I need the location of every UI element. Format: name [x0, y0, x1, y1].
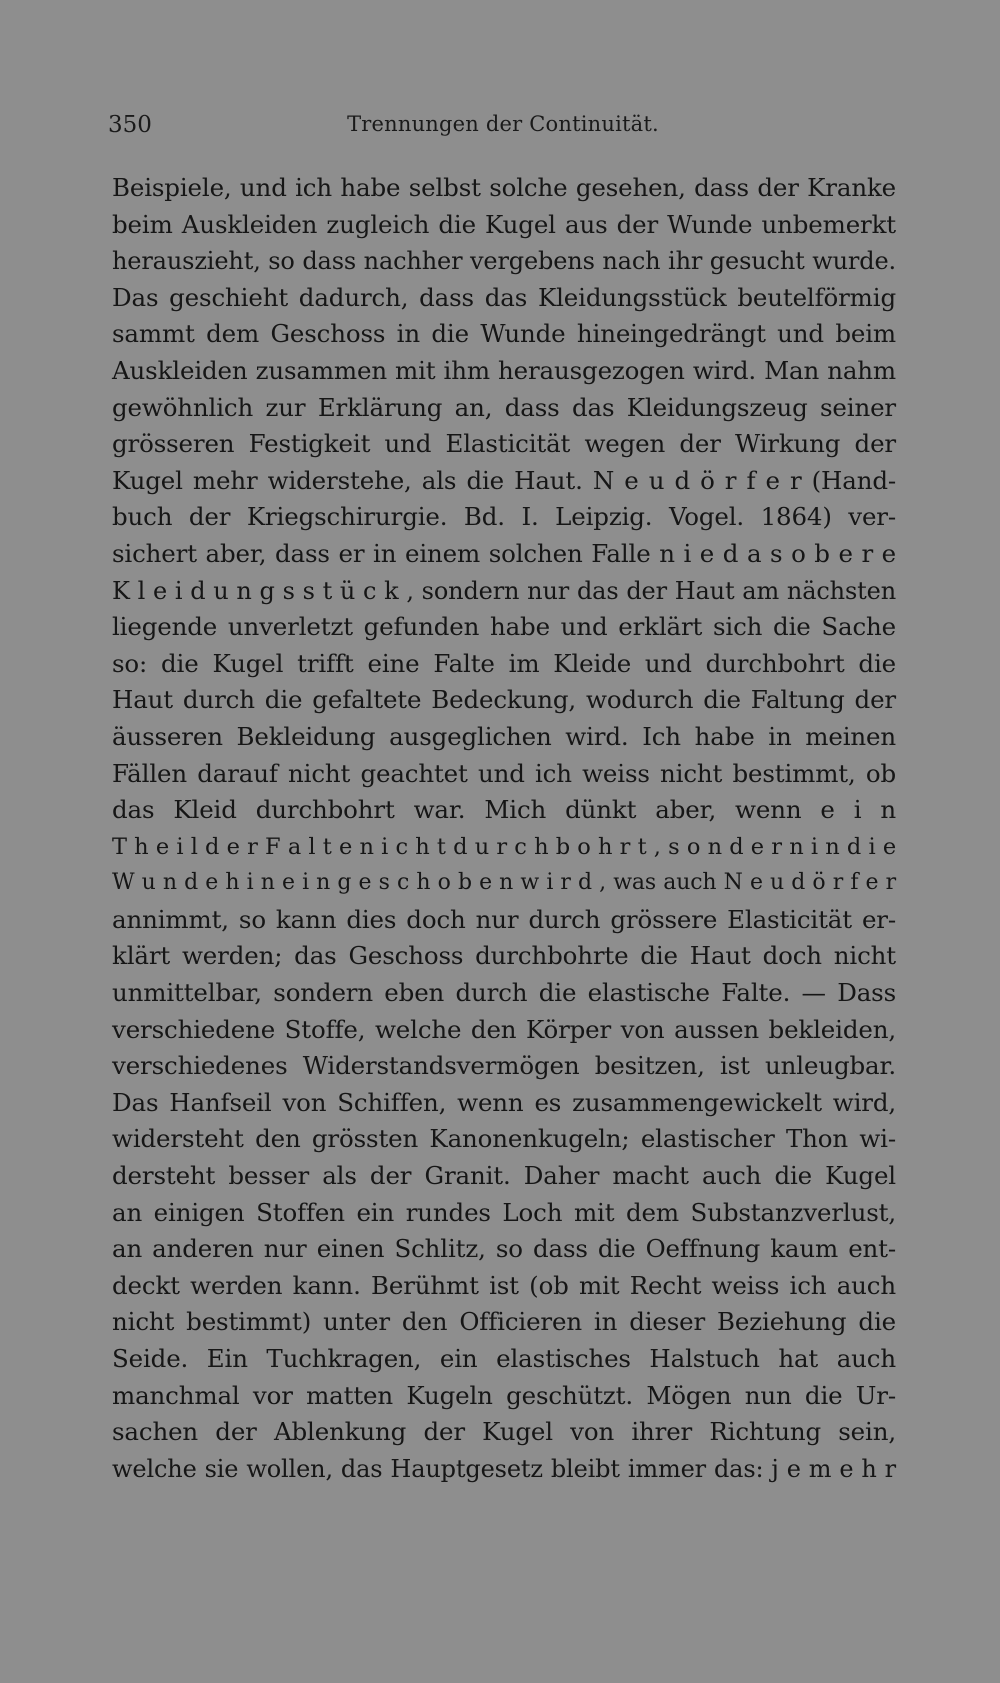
text-line: widersteht den grössten Kanonenkugeln; elastischer Thon wi-: [112, 1124, 896, 1154]
text-line: Das Hanfseil von Schiffen, wenn es zusammengewickelt wird,: [112, 1087, 896, 1117]
text-line: manchmal vor matten Kugeln geschützt. Mögen nun die Ur-: [112, 1380, 896, 1410]
text-line: Seide. Ein Tuchkragen, ein elastisches Halstuch hat auch: [112, 1344, 896, 1373]
running-header: [108, 112, 898, 142]
text-line: Das geschieht dadurch, dass das Kleidungsstück beutelförmig: [112, 282, 896, 312]
text-line: gewöhnlich zur Erklärung an, dass das Kleidungszeug seiner: [112, 392, 896, 422]
text-line: Auskleiden zusammen mit ihm herausgezogen wird. Man nahm: [112, 355, 896, 385]
text-line: liegende unverletzt gefunden habe und erklärt sich die Sache: [112, 612, 896, 642]
text-line: dersteht besser als der Granit. Daher macht auch die Kugel: [112, 1161, 896, 1191]
text-line: sachen der Ablenkung der Kugel von ihrer Richtung sein,: [112, 1417, 896, 1447]
text-line: äusseren Bekleidung ausgeglichen wird. Ich habe in meinen: [112, 721, 896, 751]
text-line: an anderen nur einen Schlitz, so dass die Oeffnung kaum ent-: [112, 1234, 896, 1264]
text-line: beim Auskleiden zugleich die Kugel aus der Wunde unbemerkt: [112, 209, 896, 239]
text-line: welche sie wollen, das Hauptgesetz bleibt immer das: j e m e h r: [112, 1454, 896, 1483]
text-line: Fällen darauf nicht geachtet und ich weiss nicht bestimmt, ob: [112, 758, 896, 788]
text-line: K l e i d u n g s s t ü c k , sondern nur das der Haut am nächsten: [112, 576, 896, 605]
text-line: verschiedene Stoffe, welche den Körper von aussen bekleiden,: [112, 1014, 896, 1044]
text-line: grösseren Festigkeit und Elasticität wegen der Wirkung der: [112, 429, 896, 459]
text-line: klärt werden; das Geschoss durchbohrte die Haut doch nicht: [112, 941, 896, 971]
text-line: W u n d e h i n e i n g e s c h o b e n w i r d , was auch N e u d ö r f e r: [112, 870, 896, 896]
body-text: [112, 170, 896, 1487]
text-line: sichert aber, dass er in einem solchen Falle n i e d a s o b e r e: [112, 538, 896, 568]
page-number: 350: [108, 112, 152, 138]
text-line: Beispiele, und ich habe selbst solche gesehen, dass der Kranke: [112, 173, 896, 202]
text-line: herauszieht, so dass nachher vergebens nach ihr gesucht wurde.: [112, 247, 896, 276]
text-line: verschiedenes Widerstandsvermögen besitzen, ist unleugbar.: [112, 1051, 896, 1081]
text-line: an einigen Stoffen ein rundes Loch mit dem Substanzverlust,: [112, 1197, 896, 1227]
text-line: buch der Kriegschirurgie. Bd. I. Leipzig. Vogel. 1864) ver-: [112, 502, 896, 532]
text-line: das Kleid durchbohrt war. Mich dünkt aber, wenn e i n: [112, 795, 896, 825]
text-line: nicht bestimmt) unter den Officieren in dieser Beziehung die: [112, 1307, 896, 1337]
text-line: unmittelbar, sondern eben durch die elastische Falte. — Dass: [112, 978, 896, 1008]
running-title: Trennungen der Continuität.: [347, 112, 659, 136]
text-line: Haut durch die gefaltete Bedeckung, wodurch die Faltung der: [112, 685, 896, 715]
text-line: so: die Kugel trifft eine Falte im Kleide und durchbohrt die: [112, 648, 896, 678]
text-line: sammt dem Geschoss in die Wunde hineingedrängt und beim: [112, 319, 896, 349]
text-line: Kugel mehr widerstehe, als die Haut. N e u d ö r f e r (Hand-: [112, 465, 896, 495]
text-line: T h e i l d e r F a l t e n i c h t d u r c h b o h r t , s o n d e r n i n d i e: [112, 833, 896, 860]
text-line: deckt werden kann. Berühmt ist (ob mit Recht weiss ich auch: [112, 1270, 896, 1300]
text-line: annimmt, so kann dies doch nur durch grössere Elasticität er-: [112, 904, 896, 934]
